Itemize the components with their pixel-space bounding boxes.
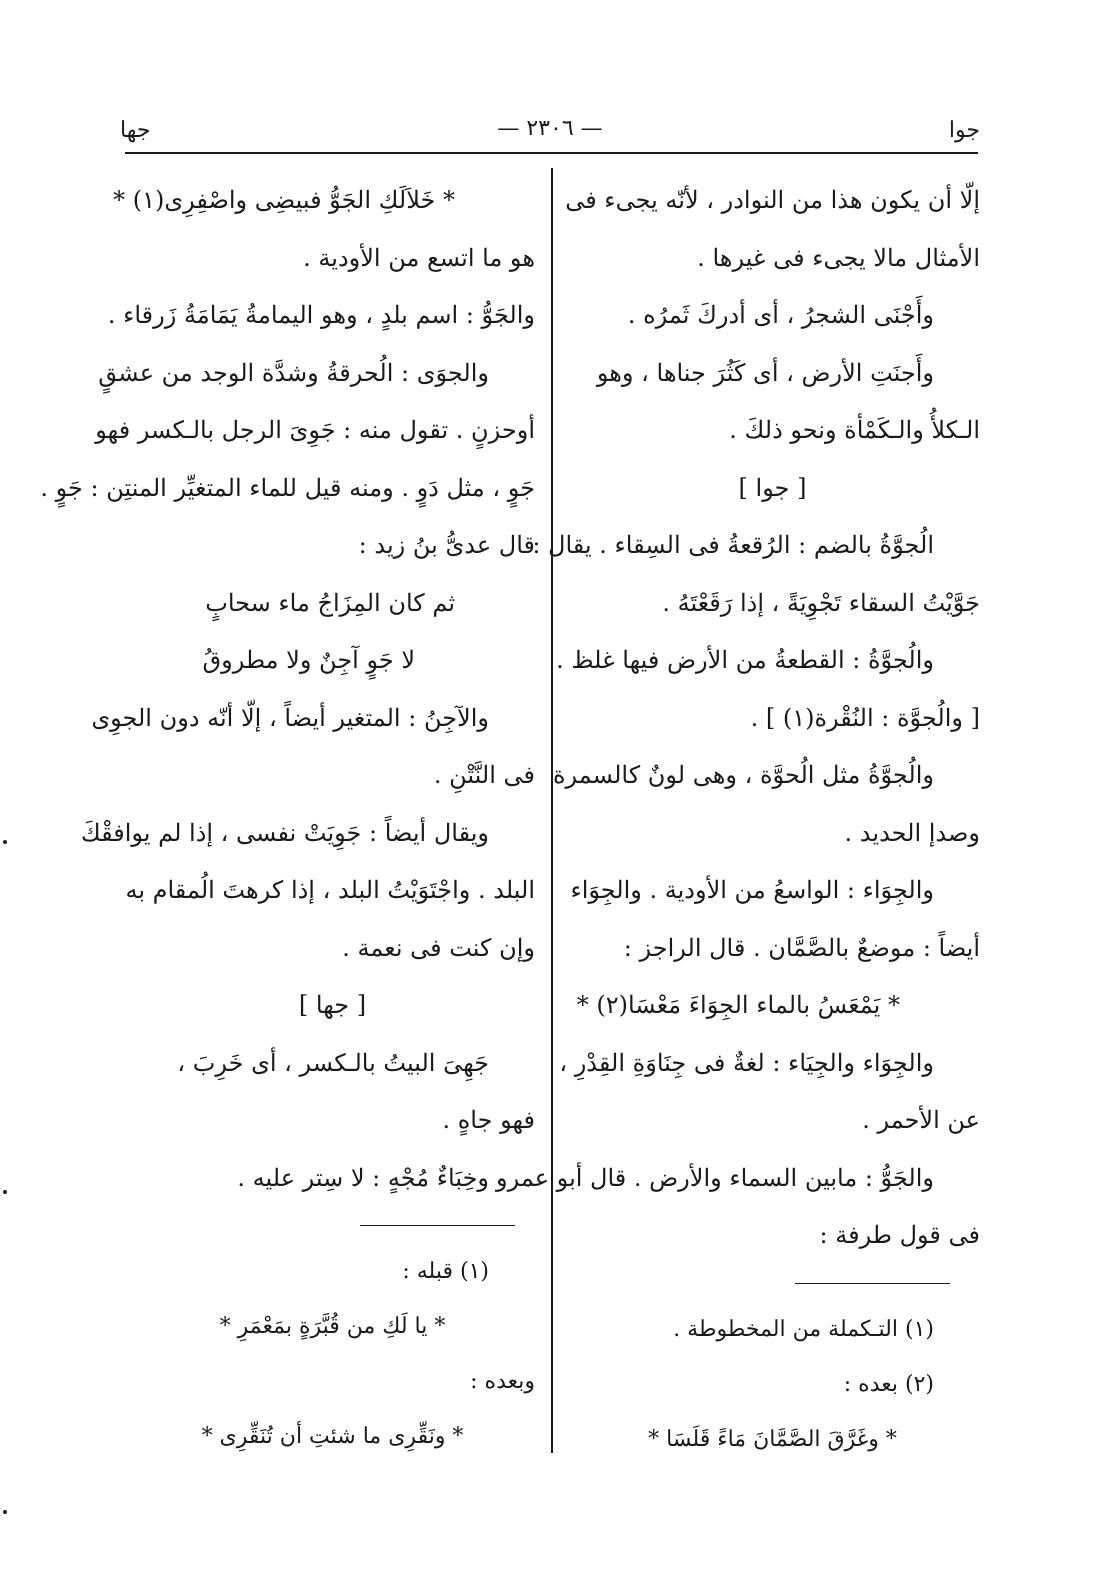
text-line: جَوَّيْتُ السقاء تَجْوِيَةً ، إذا رَقَعْتَهُ . xyxy=(662,588,980,617)
text-line: وأَجنَتِ الأرض ، أى كَثُرَ جناها ، وهو xyxy=(596,358,934,387)
text-line: جَهِىَ البيتُ بالـكسر ، أى خَرِبَ ، xyxy=(177,1048,489,1077)
text-line: والجِوَاء : الواسعُ من الأودية . والجِوَاء xyxy=(570,876,934,904)
entry-heading: [ جوا ] xyxy=(738,473,807,502)
footnote-rule xyxy=(795,1283,950,1284)
text-line: الُجوَّةُ بالضم : الرُقعةُ فى السِقاء . يقال : xyxy=(532,531,934,559)
text-line: وخِبَاءٌ مُجْهٍ : لا سِتر عليه . xyxy=(237,1163,489,1192)
page-number: — ٢٣٠٦ — xyxy=(497,116,603,141)
text-line: الـكلأُ والـكَمْأة ونحو ذلكَ . xyxy=(729,416,980,444)
margin-speck xyxy=(3,840,7,844)
verse-line: * خَلاَلَكِ الجَوُّ فبيضِى واصْفِرِى(١) * xyxy=(113,186,455,214)
header-headword-left: جها xyxy=(120,118,151,143)
text-line: ويقال أيضاً : جَوِيَتْ نفسى ، إذا لم يوافقْكَ xyxy=(80,818,489,847)
text-line: وأَجْنَى الشجرُ ، أى أدركَ ثَمرُه . xyxy=(627,301,934,329)
text-line: والجَوُّ : اسم بلدٍ ، وهو اليمامةُ يَمَامَةُ زَرقاء . xyxy=(107,301,535,329)
text-line: البلد . واجْتَوَيْتُ البلد ، إذا كرهتَ الُمقام به xyxy=(125,876,535,904)
margin-speck xyxy=(3,1510,7,1514)
column-divider xyxy=(551,168,553,1453)
footnote-verse: * ونَقِّرِى ما شئتِ أن تُنَقِّرِى * xyxy=(201,1424,464,1449)
running-header xyxy=(120,112,980,152)
text-line: وإن كنت فى نعمة . xyxy=(342,933,535,962)
verse-line: لا جَوٍ آجِنٌ ولا مطروقُ xyxy=(202,646,415,674)
text-line: والُجوَّةُ : القطعةُ من الأرض فيها غلظ . xyxy=(556,646,934,674)
text-line: والآجِنُ : المتغير أيضاً ، إلّا أنّه دون الجوِى xyxy=(91,703,489,732)
text-line: قال عدىُّ بنُ زيد : xyxy=(358,531,535,559)
header-rule xyxy=(125,152,978,154)
text-line: [ والُجوَّة : النُقْرة(١) ] . xyxy=(750,703,980,732)
text-line: فهو جاهٍ . xyxy=(442,1106,535,1134)
entry-heading: [ جها ] xyxy=(298,991,367,1019)
text-line: والُجوَّةُ مثل الُحوَّة ، وهى لونٌ كالسمرة xyxy=(552,761,934,789)
text-line: أوحزنٍ . تقول منه : جَوِىَ الرجل بالـكسر فهو xyxy=(95,416,535,444)
text-line: جَوٍ ، مثل دَوٍ . ومنه قيل للماء المتغيِّر المنتِن : جَوٍ . xyxy=(40,473,535,502)
text-line: فى قول طرفة : xyxy=(819,1221,980,1249)
margin-speck xyxy=(3,1190,7,1194)
verse-line: * يَمْعَسُ بالماء الجِوَاءَ مَعْسَا(٢) * xyxy=(576,991,900,1019)
text-line: إلّا أن يكون هذا من النوادر ، لأنّه يجىء فى xyxy=(565,186,980,214)
text-line: هو ما اتسع من الأودية . xyxy=(303,243,535,272)
text-line: الأمثال مالا يجىء فى غيرها . xyxy=(697,243,980,272)
footnote: (١) قبله : xyxy=(402,1259,489,1284)
text-line: والجِوَاء والجِيَاء : لغةٌ فى جِنَاوَةِ القِدْرِ ، xyxy=(559,1048,934,1077)
verse-line: ثم كان المِزَاجُ ماء سحابٍ xyxy=(205,588,455,617)
text-line: والجوَى : الُحرقةُ وشدَّة الوجد من عشقٍ xyxy=(98,358,489,387)
footnote: وبعده : xyxy=(470,1369,535,1394)
text-line: عن الأحمر . xyxy=(862,1106,980,1134)
text-line: والجَوُّ : مابين السماء والأرض . قال أبو عمرو xyxy=(496,1163,934,1192)
header-headword-right: جوا xyxy=(948,118,980,143)
text-line: فى النَّتْنِ . xyxy=(433,761,535,789)
footnote: (١) التـكملة من المخطوطة . xyxy=(673,1316,934,1342)
footnote-rule xyxy=(360,1225,515,1226)
footnote-verse: * يا لَكِ من قُبَّرَةٍ بمَعْمَرِ * xyxy=(219,1314,446,1339)
footnote: (٢) بعده : xyxy=(843,1371,934,1397)
text-line: وصدإ الحديد . xyxy=(844,818,980,847)
left-column xyxy=(40,172,535,1464)
text-line: أيضاً : موضعٌ بالصَّمَّان . قال الراجز : xyxy=(623,933,980,962)
footnote-verse: * وغَرَّقَ الصَّمَّانَ مَاءً قَلَسَا * xyxy=(648,1426,897,1452)
